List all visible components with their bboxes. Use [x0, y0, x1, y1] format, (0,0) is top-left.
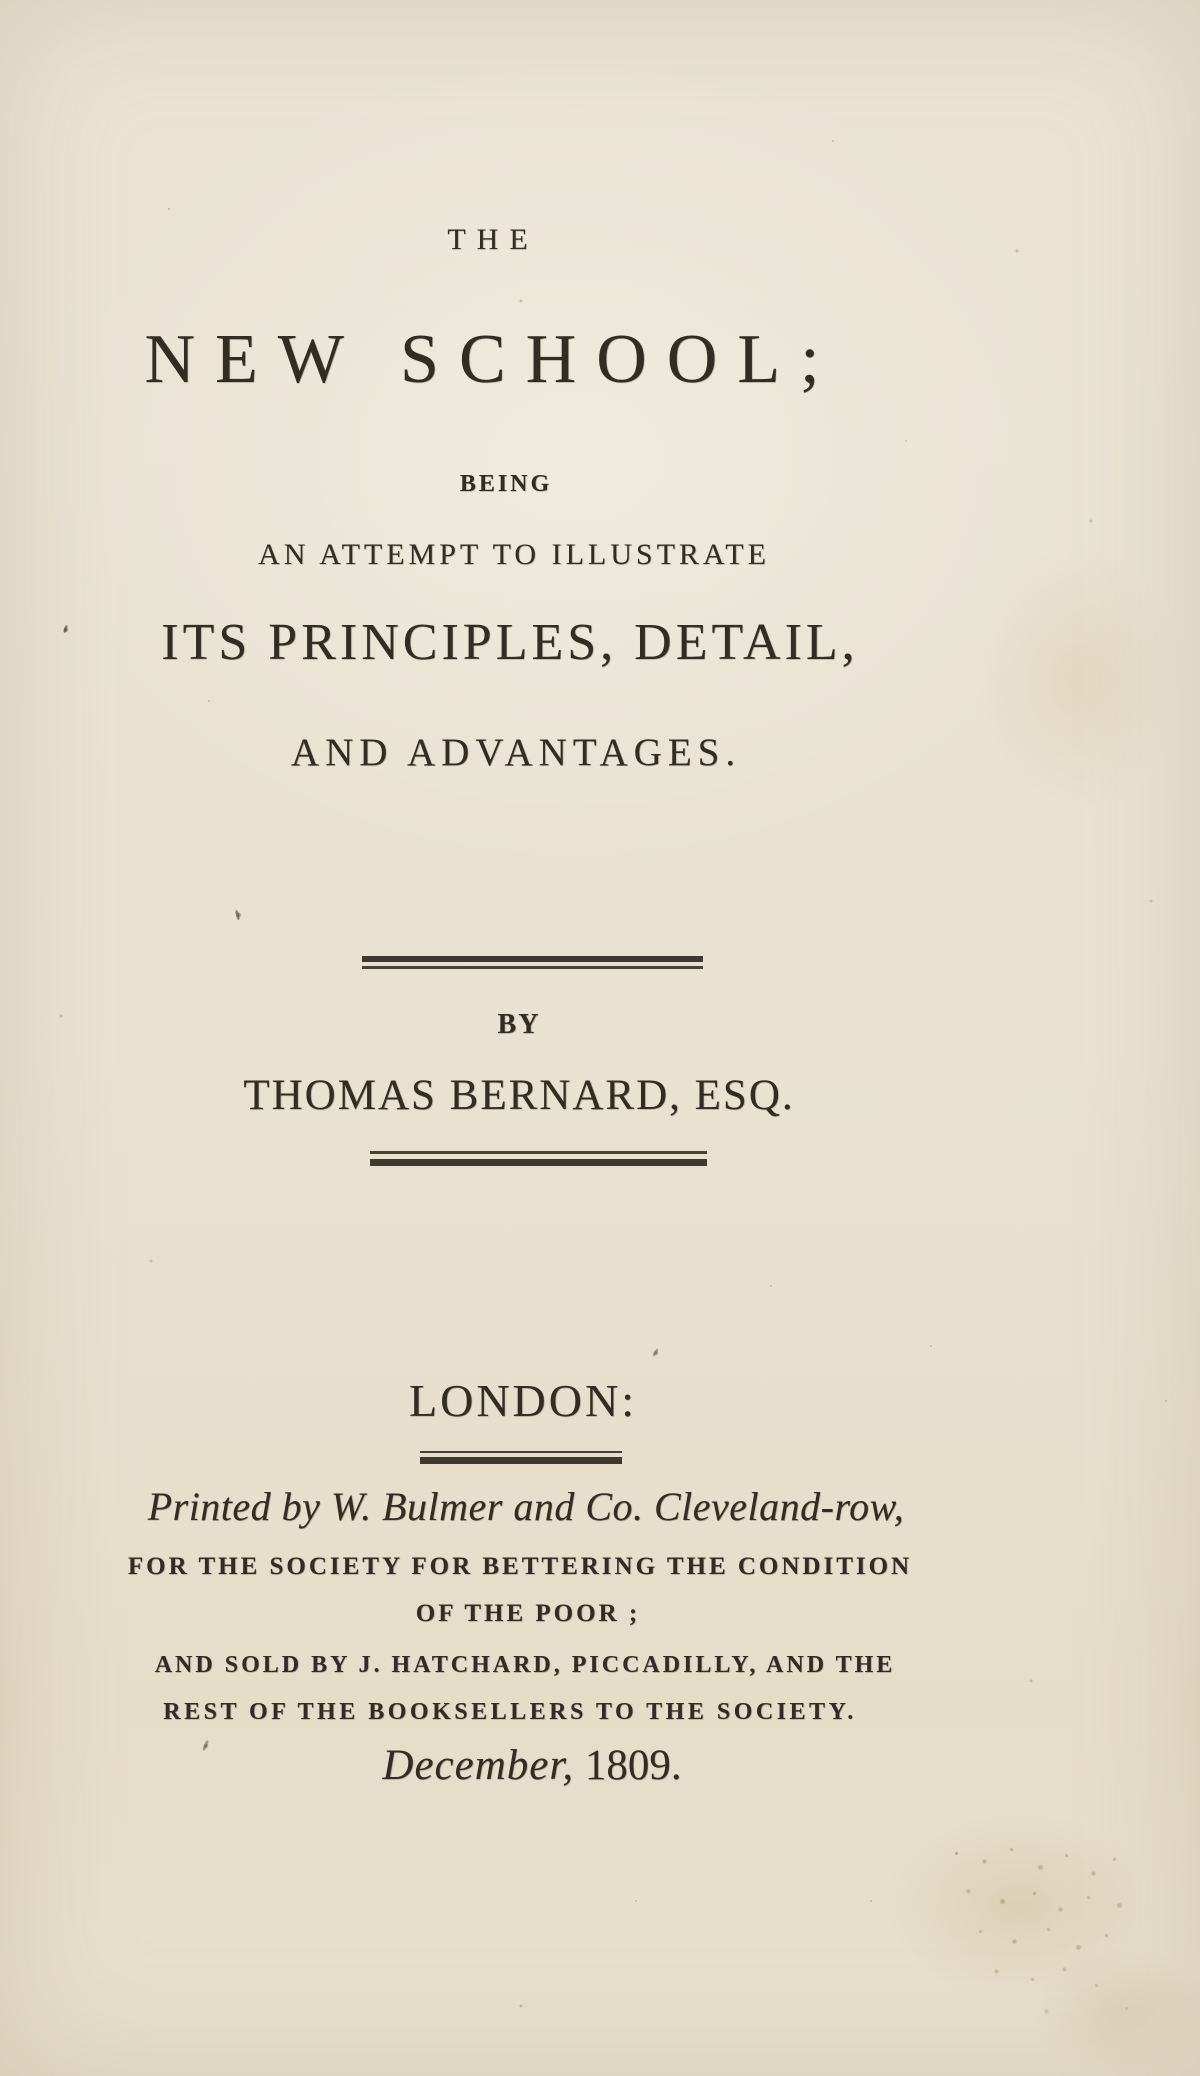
- double-rule-above-byline: [362, 956, 703, 969]
- subtitle-line-1: AN ATTEMPT TO ILLUSTRATE: [258, 538, 770, 571]
- imprint-date-year: 1809.: [574, 1742, 682, 1789]
- subtitle-line-2: ITS PRINCIPLES, DETAIL,: [161, 614, 859, 671]
- being-label: BEING: [459, 471, 553, 497]
- imprint-date: [0, 1744, 1132, 1787]
- paper-specks: [168, 208, 170, 210]
- foxing-stain: [955, 1852, 958, 1855]
- london-rule: [420, 1451, 622, 1464]
- imprint-date-month: December,: [382, 1742, 575, 1789]
- half-title: THE: [447, 223, 539, 256]
- main-title: NEW SCHOOL;: [144, 321, 840, 398]
- imprint-society-line-1: FOR THE SOCIETY FOR BETTERING THE CONDITION: [127, 1553, 913, 1580]
- imprint-seller-line-2: REST OF THE BOOKSELLERS TO THE SOCIETY.: [163, 1699, 857, 1725]
- by-label: BY: [497, 1009, 541, 1040]
- imprint-printer-line: Printed by W. Bulmer and Co. Cleveland-row,: [147, 1484, 905, 1529]
- imprint-seller-line-1: AND SOLD BY J. HATCHARD, PICCADILLY, AND THE: [154, 1652, 896, 1678]
- ink-speck: [235, 910, 240, 920]
- subtitle-line-3: AND ADVANTAGES.: [290, 731, 742, 774]
- author-name: THOMAS BERNARD, ESQ.: [243, 1072, 795, 1119]
- ink-speck: [652, 1348, 659, 1357]
- imprint-society-line-2: OF THE POOR ;: [415, 1600, 641, 1627]
- imprint-place: LONDON:: [409, 1375, 637, 1426]
- double-rule-below-byline: [370, 1151, 707, 1166]
